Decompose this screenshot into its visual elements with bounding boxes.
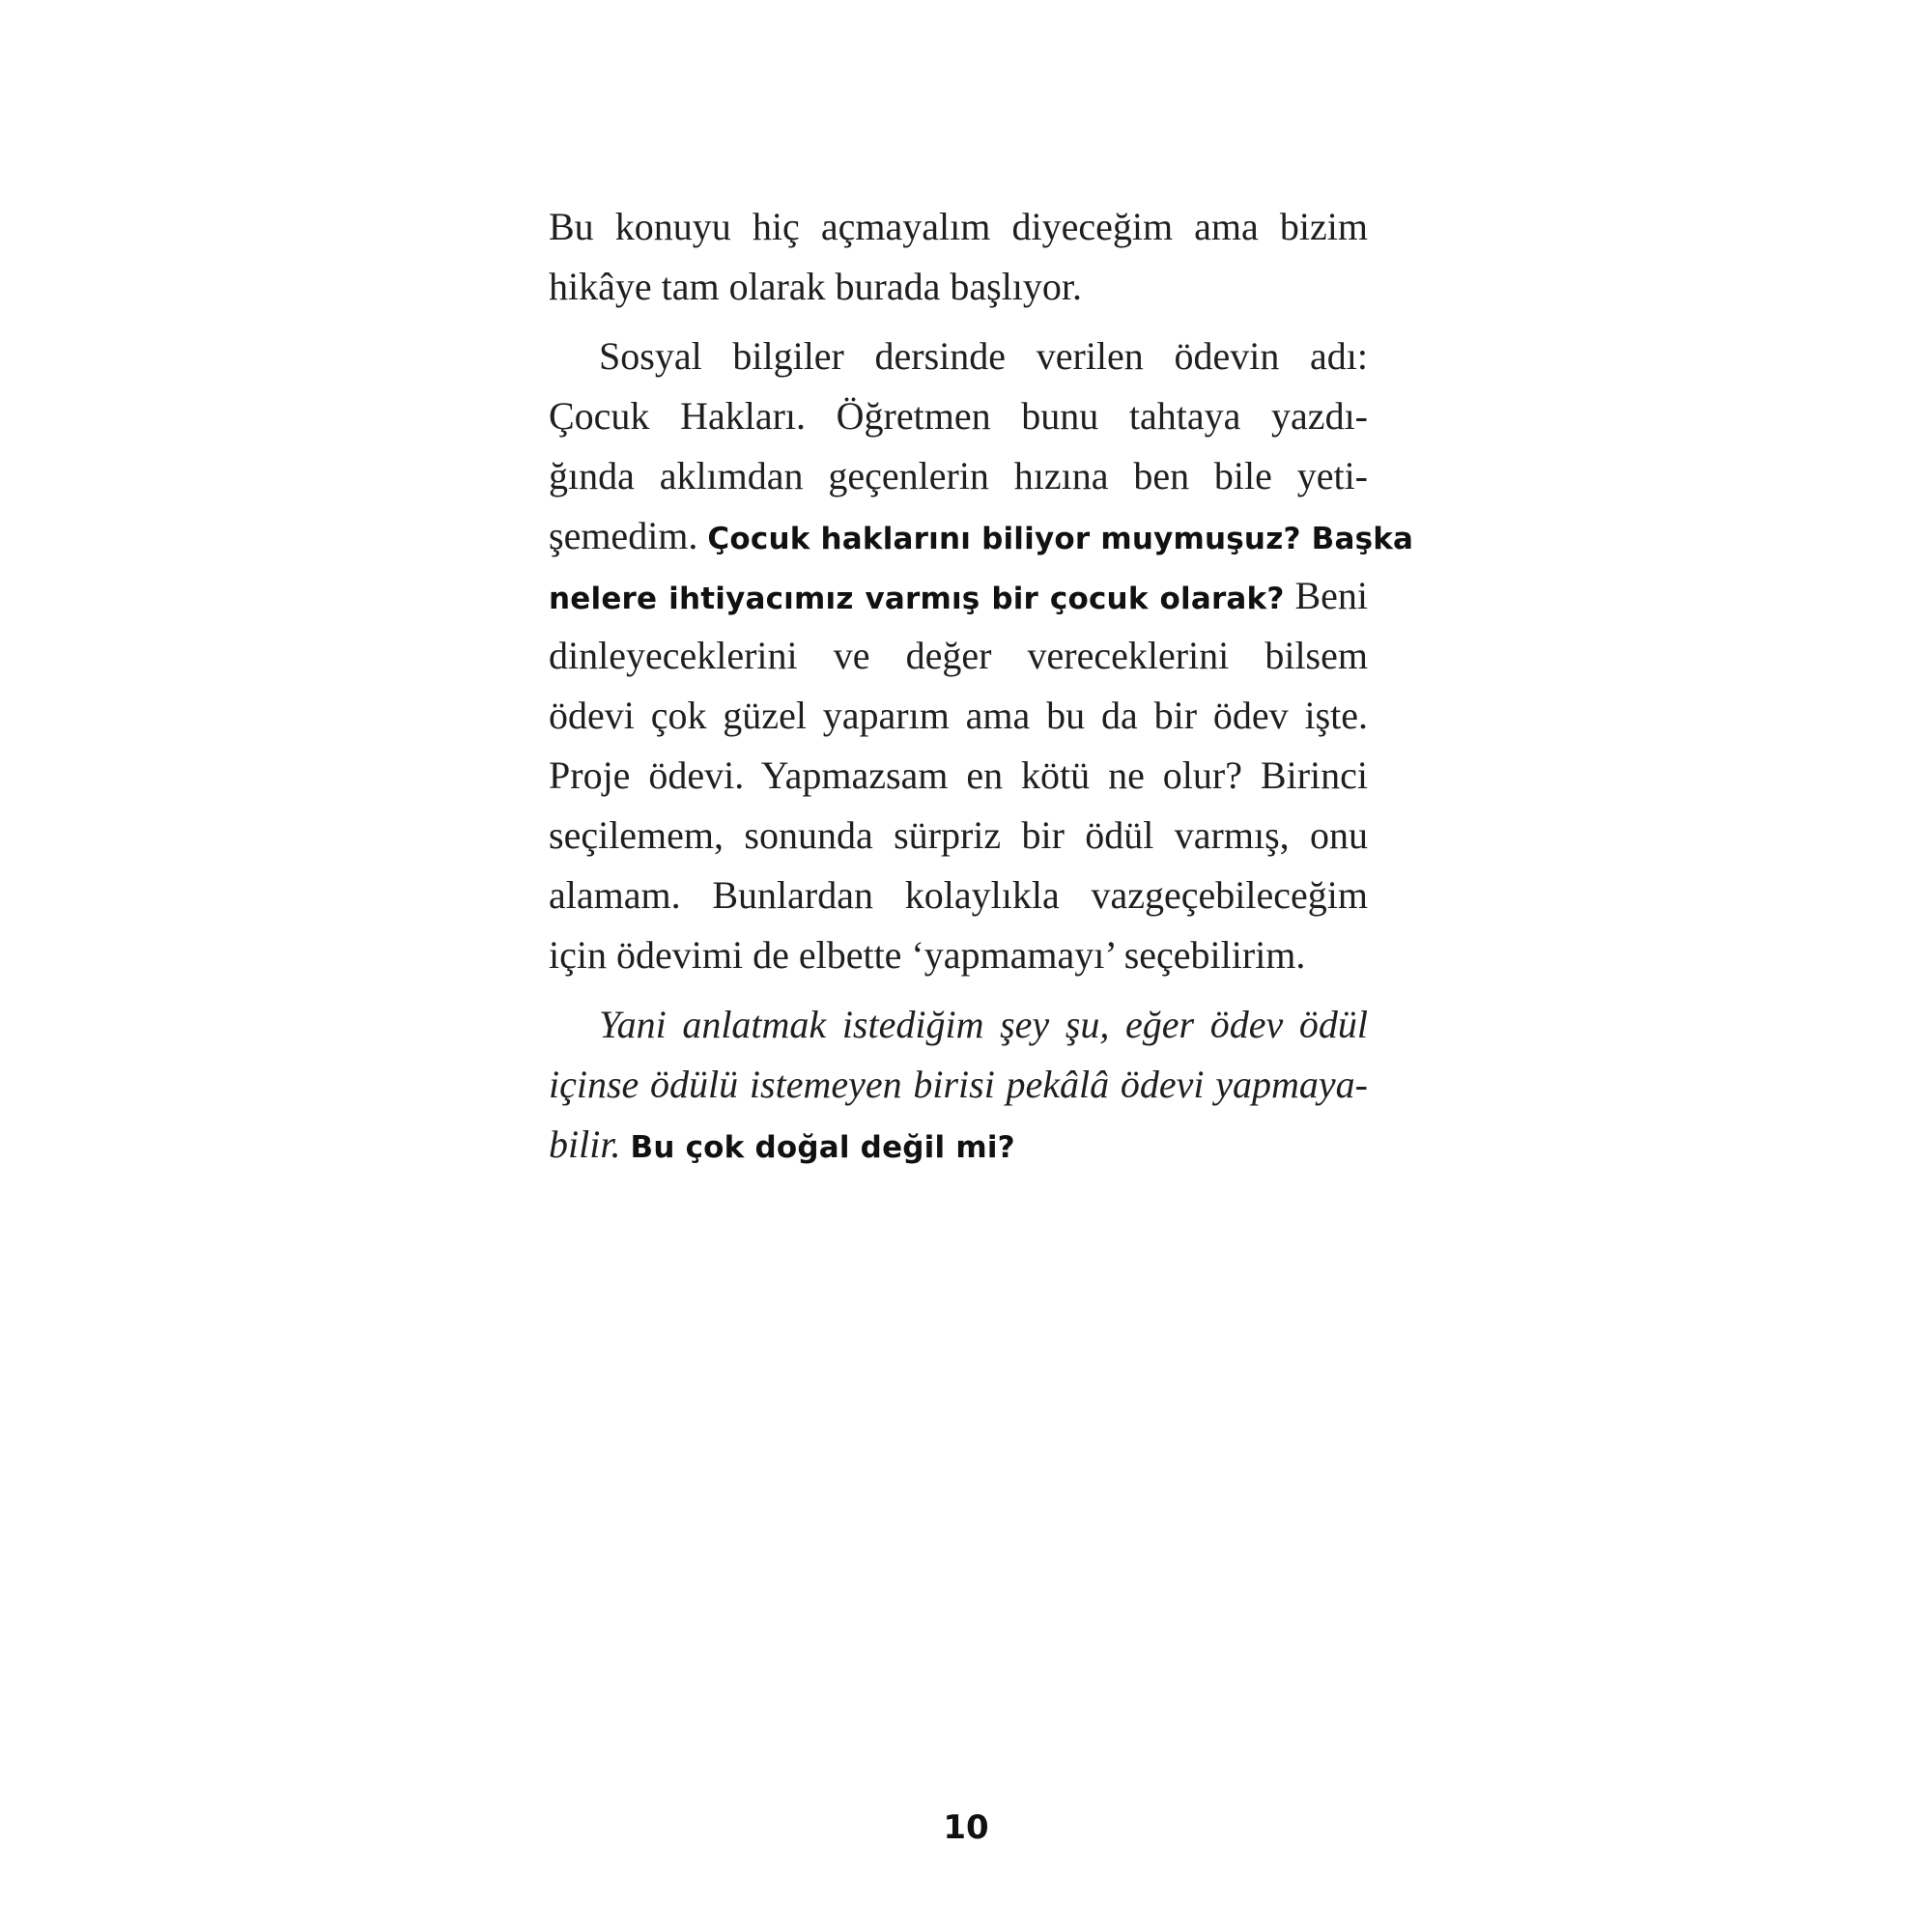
text-run: ödevi çok güzel yaparım ama bu da bir ödev işte.: [549, 694, 1368, 737]
text-run: bilir.: [549, 1122, 631, 1166]
text-run: Bu konuyu hiç açmayalım diyeceğim ama bizim: [549, 205, 1368, 248]
text-line: [549, 566, 1368, 626]
text-line: [549, 1115, 1368, 1175]
text-run: alamam. Bunlardan kolaylıkla vazgeçebileceğim: [549, 873, 1368, 917]
text-run: Proje ödevi. Yapmazsam en kötü ne olur? Birinci: [549, 753, 1368, 797]
text-run: dinleyeceklerini ve değer vereceklerini bilsem: [549, 634, 1368, 677]
text-line: [549, 866, 1368, 925]
text-line: [549, 257, 1368, 317]
paragraph-3: [549, 995, 1368, 1175]
text-run: Yani anlatmak istediğim şey şu, eğer ödev ödül: [599, 1003, 1368, 1046]
text-line: [549, 506, 1414, 566]
text-run: Beni: [1284, 574, 1368, 617]
text-line: [549, 626, 1368, 686]
handwritten-emphasis: Çocuk haklarını biliyor muymuşuz? Başka: [707, 522, 1414, 556]
text-run: için ödevimi de elbette ‘yapmamayı’ seçebilirim.: [549, 933, 1306, 977]
text-run: seçilemem, sonunda sürpriz bir ödül varmış, onu: [549, 813, 1368, 857]
text-line: [549, 386, 1368, 446]
text-line: [549, 446, 1368, 506]
text-line: [549, 746, 1368, 806]
text-run: ğında aklımdan geçenlerin hızına ben bile yeti-: [549, 454, 1368, 497]
text-run: Çocuk Hakları. Öğretmen bunu tahtaya yazdı-: [549, 394, 1368, 438]
text-run: hikâye tam olarak burada başlıyor.: [549, 265, 1083, 308]
paragraph-1: [549, 197, 1368, 317]
text-run: şemedim.: [549, 514, 708, 557]
body-text: [549, 197, 1414, 1175]
text-line: [549, 1055, 1368, 1115]
text-line: [549, 925, 1368, 985]
handwritten-emphasis: Bu çok doğal değil mi?: [630, 1130, 1015, 1165]
text-line: [549, 327, 1368, 386]
text-line: [549, 995, 1368, 1055]
handwritten-emphasis: nelere ihtiyacımız varmış bir çocuk olarak?: [549, 582, 1285, 616]
text-run: içinse ödülü istemeyen birisi pekâlâ ödevi yapmaya-: [549, 1063, 1368, 1106]
paragraph-2: [549, 327, 1414, 985]
text-line: [549, 197, 1368, 257]
text-run: Sosyal bilgiler dersinde verilen ödevin adı:: [599, 334, 1368, 378]
text-line: [549, 686, 1368, 746]
text-line: [549, 806, 1368, 866]
page-number: 10: [943, 1808, 989, 1847]
